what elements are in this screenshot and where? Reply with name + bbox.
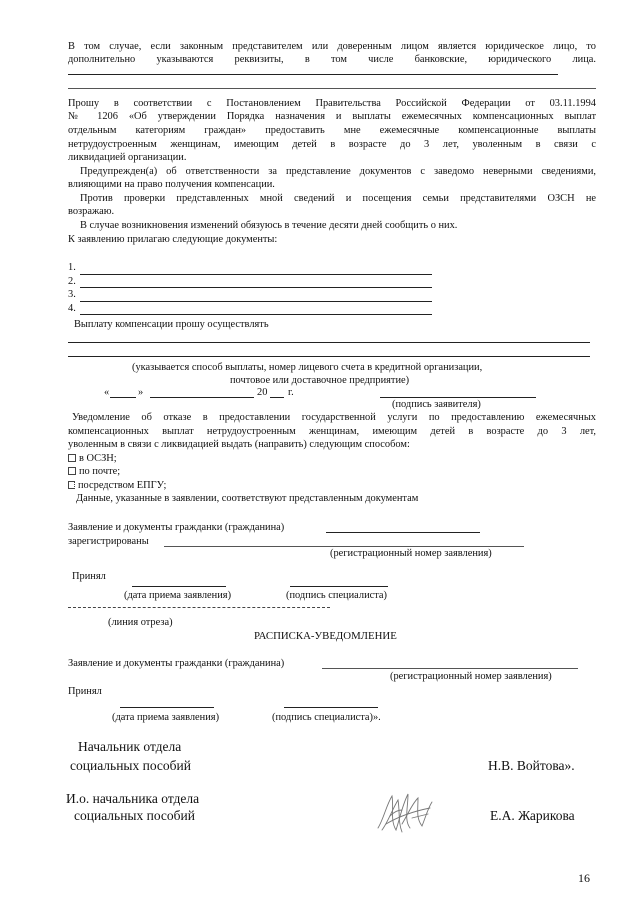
- acceptance-date-hint: (дата приема заявления): [124, 590, 232, 601]
- signer-1-name: Н.В. Войтова».: [488, 758, 575, 773]
- receipt-specialist-hint: (подпись специалиста)».: [272, 712, 381, 723]
- registration-number-hint: (регистрационный номер заявления): [330, 548, 492, 559]
- check-consent-line-1: Против проверки представленных мной сведений и посещения семьи представителями ОЗСН не: [80, 193, 596, 204]
- handwritten-signature-icon: [372, 788, 438, 836]
- refusal-line-3: уволенным в связи с ликвидацией выдать (направить) следующим способом:: [68, 439, 410, 450]
- specialist-signature-field[interactable]: [290, 586, 388, 587]
- option-epgu[interactable]: [68, 479, 166, 492]
- payment-field-1[interactable]: [68, 342, 590, 343]
- checkbox-icon[interactable]: [68, 481, 75, 489]
- checkbox-icon[interactable]: [68, 454, 76, 462]
- signer-1-title-line-1: Начальник отдела: [78, 739, 182, 754]
- receipt-date-hint: (дата приема заявления): [112, 712, 220, 723]
- document-number: 3.: [68, 289, 76, 300]
- payment-hint-line-1: (указывается способ выплаты, номер лицевого счета в кредитной организации,: [132, 362, 483, 373]
- refusal-line-2: компенсационных выплат нетрудоустроенным женщинам, имеющим детей в возрасте до 3 лет,: [68, 426, 596, 437]
- receipt-reg-hint: (регистрационный номер заявления): [390, 671, 552, 682]
- request-line-2: № 1206 «Об утверждении Порядка назначения и выплаты ежемесячных компенсационных выплат: [68, 111, 596, 122]
- signer-2-name: Е.А. Жарикова: [490, 808, 575, 823]
- acceptance-date-field[interactable]: [132, 586, 226, 587]
- cut-line-label: (линия отреза): [108, 617, 173, 628]
- intro-fill-line-2: [68, 88, 596, 89]
- payment-field-2[interactable]: [68, 356, 590, 357]
- date-year-suffix: г.: [288, 387, 294, 398]
- option-mail[interactable]: [68, 465, 120, 478]
- date-year-prefix: 20: [257, 387, 268, 398]
- warning-line-2: влияющими на право получения компенсации.: [68, 179, 275, 190]
- attachments-heading: К заявлению прилагаю следующие документы:: [68, 234, 278, 245]
- option-label: по почте;: [79, 466, 121, 477]
- request-line-3: отдельным категориям граждан» предоставить мне ежемесячные компенсационные выплаты: [68, 125, 596, 136]
- date-month-field[interactable]: [150, 397, 254, 398]
- receipt-line-1: Заявление и документы гражданки (гражданина): [68, 658, 285, 669]
- check-consent-line-2: возражаю.: [68, 206, 115, 217]
- payment-hint-line-2: почтовое или доставочное предприятие): [230, 375, 410, 386]
- receipt-specialist-field[interactable]: [284, 707, 378, 708]
- registration-line-1: Заявление и документы гражданки (гражданина): [68, 522, 285, 533]
- applicant-signature-hint: (подпись заявителя): [392, 399, 481, 410]
- request-line-5: ликвидацией организации.: [68, 152, 187, 163]
- document-field[interactable]: [80, 274, 432, 275]
- intro-line-1: В том случае, если законным представителем или доверенным лицом является юридическое лицо, то: [68, 41, 596, 52]
- accepted-label: Принял: [72, 571, 106, 582]
- document-number: 1.: [68, 262, 76, 273]
- page-number: 16: [578, 871, 590, 885]
- request-line-4: нетрудоустроенным женщинам, имеющим детей в возрасте до 3 лет, уволенным в связи с: [68, 139, 596, 150]
- signer-2-title-line-1: И.о. начальника отдела: [66, 791, 200, 806]
- receipt-accepted-label: Принял: [68, 686, 102, 697]
- signer-1-title-line-2: социальных пособий: [70, 758, 191, 773]
- changes-notice: В случае возникновения изменений обязуюсь в течение десяти дней сообщить о них.: [80, 220, 458, 231]
- cut-line: [68, 607, 330, 608]
- applicant-name-field[interactable]: [326, 532, 480, 533]
- data-confirmation: Данные, указанные в заявлении, соответствуют представленным документам: [76, 493, 419, 504]
- specialist-signature-hint: (подпись специалиста): [286, 590, 387, 601]
- document-field[interactable]: [80, 314, 432, 315]
- date-open-quote: «: [104, 387, 110, 398]
- date-close-quote: »: [138, 387, 144, 398]
- request-line-1: Прошу в соответствии с Постановлением Правительства Российской Федерации от 03.11.1994: [68, 98, 596, 109]
- option-oszn[interactable]: [68, 452, 117, 465]
- option-label: посредством ЕПГУ;: [78, 480, 167, 491]
- date-day-field[interactable]: [110, 397, 136, 398]
- document-field[interactable]: [80, 287, 432, 288]
- document-number: 2.: [68, 276, 76, 287]
- checkbox-icon[interactable]: [68, 467, 76, 475]
- intro-line-2: дополнительно указываются реквизиты, в том числе банковские, юридического лица.: [68, 54, 596, 65]
- option-label: в ОСЗН;: [79, 453, 117, 464]
- warning-line-1: Предупрежден(а) об ответственности за представление документов с заведомо неверными сведениями,: [80, 166, 596, 177]
- signer-2-title-line-2: социальных пособий: [74, 808, 195, 823]
- receipt-title: РАСПИСКА-УВЕДОМЛЕНИЕ: [254, 630, 397, 642]
- receipt-date-field[interactable]: [120, 707, 214, 708]
- document-number: 4.: [68, 303, 76, 314]
- registration-line-2: зарегистрированы: [68, 536, 149, 547]
- document-field[interactable]: [80, 301, 432, 302]
- payment-label: Выплату компенсации прошу осуществлять: [74, 319, 269, 330]
- receipt-applicant-field[interactable]: [322, 668, 578, 669]
- date-year-field[interactable]: [270, 397, 284, 398]
- refusal-line-1: Уведомление об отказе в предоставлении государственной услуги по предоставлению ежемесячных: [72, 412, 596, 423]
- intro-fill-line-1: [68, 74, 558, 75]
